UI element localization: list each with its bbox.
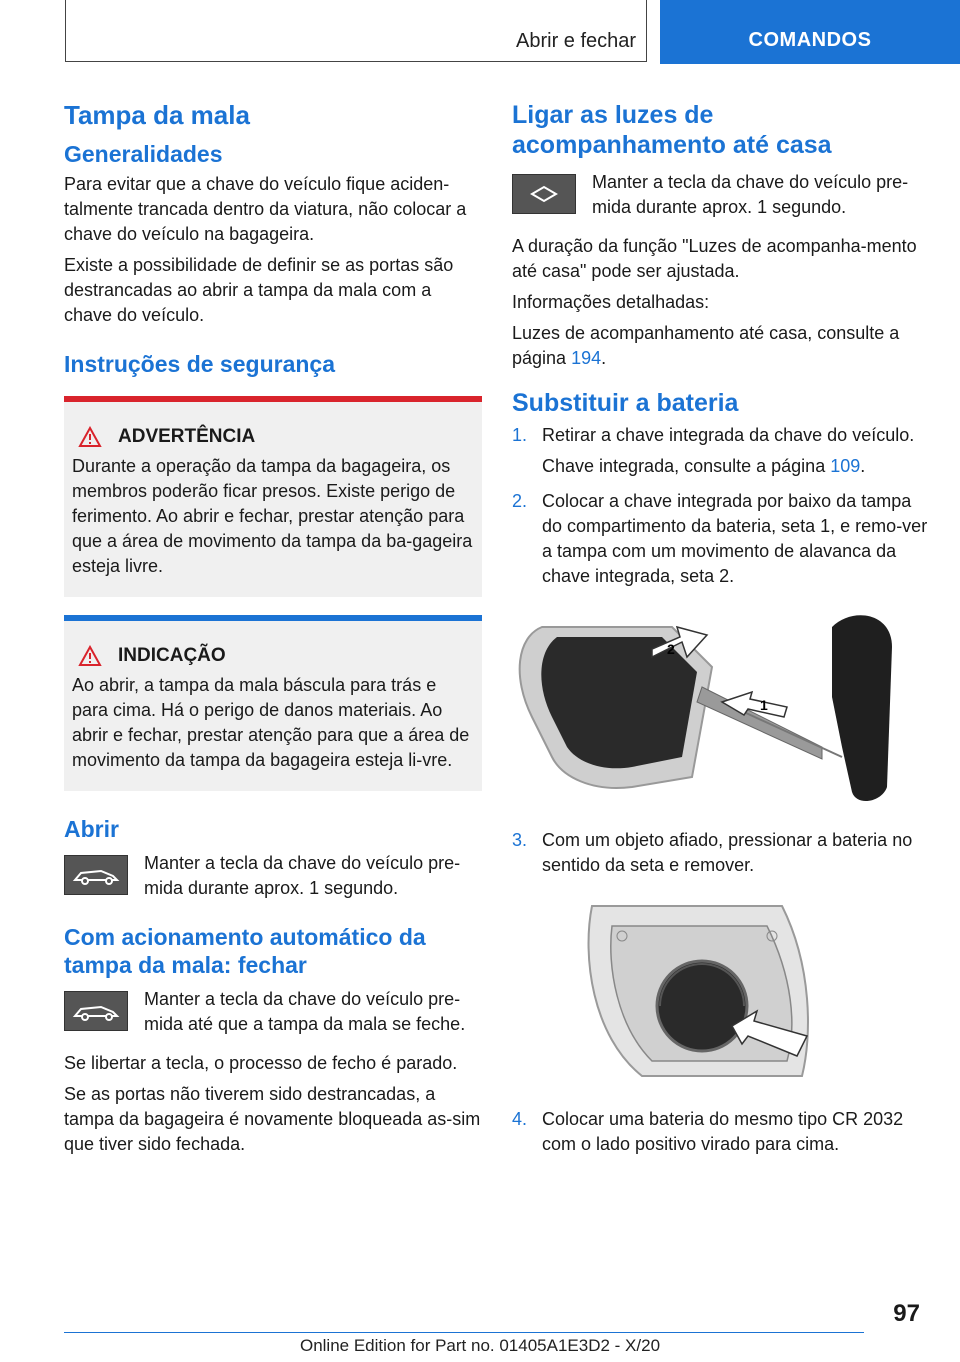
- battery-steps-final: [512, 1107, 930, 1163]
- notice-label: INDICAÇÃO: [118, 645, 226, 666]
- step-2: 2. Colocar a chave integrada por baixo da tampa do compartimento da bateria, seta 1, e remo-ver a tampa com um movimento de alavanca da chave integrada, seta 2.: [512, 491, 928, 586]
- warning-text: Durante a operação da tampa da bagageira, os membros poderão ficar presos. Existe perigo de ferimento. Ao abrir e fechar, prestar atenção para que a área de movimento da tampa da ba-gageira esteja livre.: [72, 456, 473, 576]
- battery-heading: Substituir a bateria: [512, 389, 739, 417]
- lights-key-text: Manter a tecla da chave do veículo pre-mida durante aprox. 1 segundo.: [592, 172, 909, 217]
- warning-box: [64, 396, 482, 597]
- lights-paragraph-1: A duração da função "Luzes de acompanha-mento até casa" pode ser ajustada.: [512, 236, 917, 281]
- lights-paragraph-2: Informações detalhadas:: [512, 292, 710, 312]
- open-key-instruction: [64, 851, 482, 901]
- page-title: Tampa da mala: [64, 100, 250, 130]
- right-column: [512, 100, 930, 1167]
- battery-removal-illustration: [512, 896, 930, 1091]
- safety-heading: Instruções de segurança: [64, 351, 335, 377]
- arrow-label-1: 1: [760, 697, 768, 713]
- auto-close-key-instruction: [64, 987, 482, 1037]
- lights-paragraph-3: Luzes de acompanhamento até casa, consulte a página 194.: [512, 323, 900, 368]
- auto-close-paragraph-2: Se as portas não tiverem sido destrancadas, a tampa da bagageira é novamente bloqueada as-sim que tiver sido fechada.: [64, 1084, 481, 1154]
- lights-key-instruction: [512, 170, 930, 220]
- left-column: [64, 100, 482, 1163]
- page-number: 97: [893, 1300, 920, 1327]
- general-paragraph-1: Para evitar que a chave do veículo fique aciden-talmente trancada dentro da viatura, não colocar a chave do veículo na bagageira.: [64, 174, 467, 244]
- footer-divider: [64, 1332, 864, 1333]
- warning-label: ADVERTÊNCIA: [118, 426, 256, 447]
- step-3: 3. Com um objeto afiado, pressionar a bateria no sentido da seta e remover.: [512, 830, 913, 875]
- header-chapter-tab[interactable]: COMANDOS: [660, 0, 960, 64]
- key-battery-cover-illustration: [512, 607, 930, 812]
- page-link-109[interactable]: 109: [830, 456, 861, 476]
- step-4: 4. Colocar uma bateria do mesmo tipo CR 2032 com o lado positivo virado para cima.: [512, 1109, 904, 1154]
- general-heading: Generalidades: [64, 141, 223, 167]
- footer-edition: Online Edition for Part no. 01405A1E3D2 - X/20: [299, 1336, 661, 1355]
- auto-close-key-text: Manter a tecla da chave do veículo pre-mida até que a tampa da mala se feche.: [144, 989, 466, 1034]
- trunk-close-key-button-icon: [64, 991, 128, 1031]
- notice-box: [64, 615, 482, 791]
- battery-steps: [512, 423, 930, 595]
- notice-triangle-icon: [78, 645, 102, 667]
- lights-heading: Ligar as luzes de acompanhamento até casa: [512, 101, 832, 159]
- lights-key-button-icon: [512, 174, 576, 214]
- arrow-label-2: 2: [667, 641, 675, 657]
- step-1: 1. Retirar a chave integrada da chave do veículo. Chave integrada, consulte a página 109.: [512, 425, 915, 476]
- trunk-key-button-icon: [64, 855, 128, 895]
- notice-text: Ao abrir, a tampa da mala báscula para trás e para cima. Há o perigo de danos materiais. Ao abrir e fechar, prestar atenção para que a área de movimento da tampa da bagageira esteja li-vre.: [72, 675, 470, 770]
- open-key-text: Manter a tecla da chave do veículo pre-mida durante aprox. 1 segundo.: [144, 853, 461, 898]
- battery-steps-continued: [512, 828, 930, 884]
- general-paragraph-2: Existe a possibilidade de definir se as portas são destrancadas ao abrir a tampa da mala com a chave do veículo.: [64, 255, 454, 325]
- warning-triangle-icon: [78, 426, 102, 448]
- open-heading: Abrir: [64, 816, 119, 842]
- page-link-194[interactable]: 194: [571, 348, 602, 368]
- auto-close-paragraph-1: Se libertar a tecla, o processo de fecho é parado.: [64, 1053, 458, 1073]
- header-section-title: Abrir e fechar: [516, 30, 637, 52]
- auto-close-heading: Com acionamento automático da tampa da mala: fechar: [64, 924, 426, 978]
